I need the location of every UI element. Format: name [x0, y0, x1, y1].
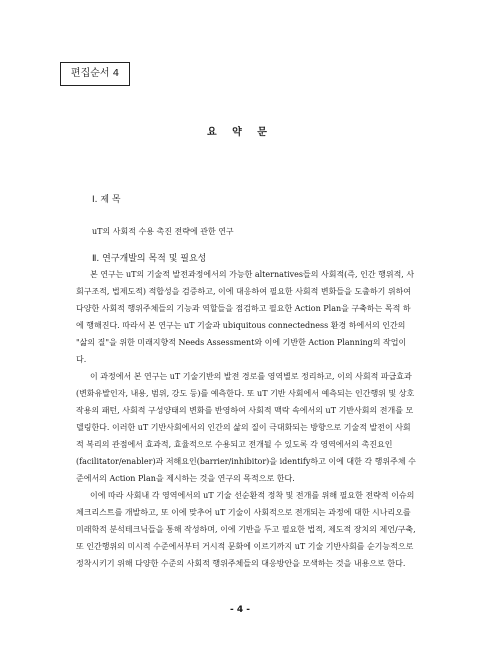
paragraph-3: 이에 따라 사회내 각 영역에서의 uT 기술 선순환적 정착 및 전개를 위해 필요한 전략적 이슈의 체크리스트를 개발하고, 또 이에 맞추어 uT 기술이 사회적으로 전개되는 과정에 대한 시나리오를 미래학적 분석테크닉들을 통해 작성하며, 이에 기반을 두고 필요한 법적, 제도적 장치의 제언/구축, 또 인간행위의 미시적 수준에서부터 거시적 문화에 이르기까지 uT 기술 기반사회를 순기능적으로 정착시키기 위해 다양한 수준의 사회적 행위주체들의 대응방안을 모색하는 것을 내용으로 한다. — [76, 491, 416, 568]
section-2-body — [76, 266, 416, 572]
edit-order-label: 편집순서 4 — [60, 62, 130, 86]
summary-title: 요 약 문 — [207, 127, 273, 138]
page-number: - 4 - — [230, 605, 250, 615]
research-subject: uT의 사회적 수용 촉진 전략에 관한 연구 — [92, 227, 234, 236]
paragraph-2: 이 과정에서 본 연구는 uT 기술기반의 발전 경로를 영역별로 정리하고, 이의 사회적 파급효과(변화유발인자, 내용, 범위, 강도 등)를 예측한다. 또 uT 기반 사회에서 예측되는 인간행위 및 상호작용의 패턴, 사회적 구성양태의 변화를 반영하여 사회적 맥락 속에서의 uT 기반사회의 전개를 모델링한다. 이러한 uT 기반사회에서의 인간의 삶의 질이 극대화되는 방향으로 기술적 발전이 사회적 복리의 관점에서 효과적, 효율적으로 수용되고 전개될 수 있도록 각 영역에서의 촉진요인(facilitator/enabler)과 저해요인(barrier/inhibitor)을 identify하고 이에 대한 각 행위주체 수준에서의 Action Plan을 제시하는 것을 연구의 목적으로 한다. — [76, 372, 416, 483]
section-2-heading: Ⅱ. 연구개발의 목적 및 필요성 — [92, 254, 207, 264]
paragraph-1: 본 연구는 uT의 기술적 발전과정에서의 가능한 alternatives들의 사회적(즉, 인간 행위적, 사회구조적, 법제도적) 적합성을 검증하고, 이에 대응하여 필요한 사회적 변화들을 도출하기 위하여 다양한 사회적 행위주체들의 기능과 역할들을 점검하고 필요한 Action Plan을 구축하는 목적 하에 행해진다. 따라서 본 연구는 uT 기술과 ubiquitous connectedness 환경 하에서의 인간의 "삶의 질"을 위한 미래지향적 Needs Assessment와 이에 기반한 Action Planning의 작업이다. — [76, 270, 415, 364]
section-1-heading: Ⅰ. 제 목 — [92, 195, 121, 205]
